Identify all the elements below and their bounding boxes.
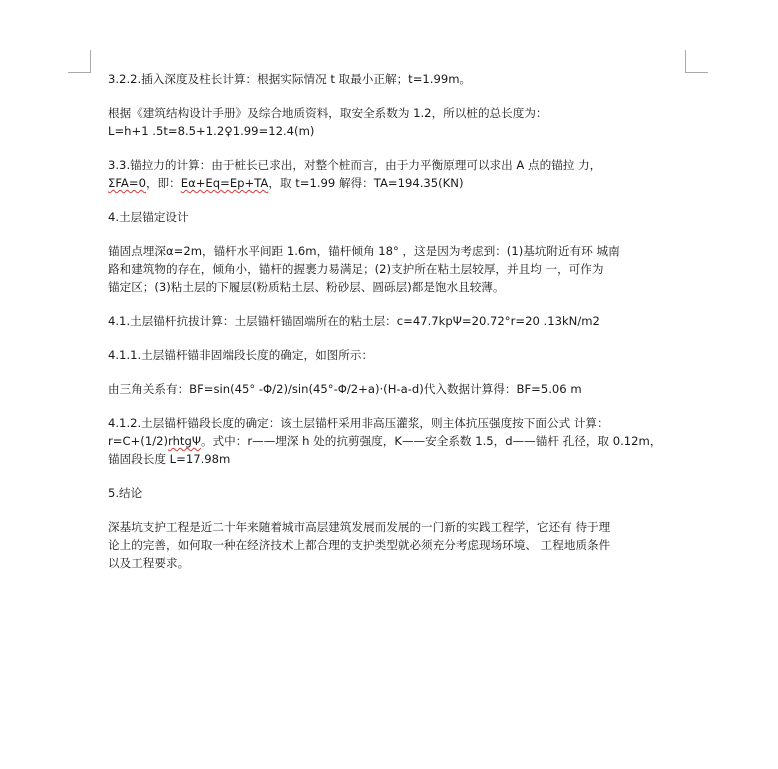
text-fragment: r=C+(1/2) (108, 434, 168, 448)
paragraph-pile-length[interactable] (108, 104, 690, 140)
text-fragment: ，即： (145, 176, 181, 190)
text-line: 锚定区；(3)粘土层的下履层(粉质粘土层、粉砂层、圆砾层)都是饱水且较薄。 (108, 280, 505, 294)
document-page-body[interactable] (108, 70, 690, 572)
text-line: 根据《建筑结构设计手册》及综合地质资料，取安全系数为 1.2，所以桩的总长度为： (108, 106, 548, 120)
formula-line (108, 174, 690, 192)
section-heading: 4.土层锚定设计 (108, 210, 189, 224)
section-heading: 5.结论 (108, 486, 143, 500)
paragraph-insert-depth[interactable] (108, 70, 690, 88)
formula-line: L=h+1 .5t=8.5+1.2♀1.99=12.4(m) (108, 124, 315, 138)
text-line: 深基坑支护工程是近二十年来随着城市高层建筑发展而发展的一门新的实践工程学，它还有 待于理 (108, 520, 611, 534)
text-line: 锚固点埋深α=2m，锚杆水平间距 1.6m，锚杆倾角 18° ，这是因为考虑到：(1)基坑附近有环 城南 (108, 244, 620, 258)
text-line: 论上的完善，如何取一种在经济技术上都合理的支护类型就必须充分考虑现场环境、 工程地质条件 (108, 538, 611, 552)
paragraph-anchor-length[interactable] (108, 414, 690, 468)
text-line: 以及工程要求。 (108, 556, 190, 570)
text-line: 锚固段长度 L=17.98m (108, 452, 231, 466)
spellcheck-flagged-text: Eα+Eq=Ep+TA (180, 176, 269, 190)
page-corner-mark-top-left (68, 50, 91, 73)
text-line: 3.3.锚拉力的计算：由于桩长已求出，对整个桩而言，由于力平衡原理可以求出 A 点的锚拉 力， (108, 158, 602, 172)
text-line: 3.2.2.插入深度及柱长计算：根据实际情况 t 取最小正解；t=1.99m。 (108, 72, 472, 86)
paragraph-conclusion[interactable] (108, 518, 690, 572)
text-fragment: 。式中：r——埋深 h 处的抗剪强度，K——安全系数 1.5，d——锚杆 孔径，取 0.12m， (200, 434, 662, 448)
paragraph-pullout-calc[interactable] (108, 312, 690, 330)
paragraph-anchor-point[interactable] (108, 242, 690, 296)
spellcheck-flagged-text: rhtgΨ (168, 434, 201, 448)
text-fragment: ，取 t=1.99 解得：TA=194.35(KN) (268, 176, 464, 190)
paragraph-triangle-relation[interactable] (108, 380, 690, 398)
text-line: 由三角关系有：BF=sin(45° -Φ/2)/sin(45°-Φ/2+a)·(H-a-d)代入数据计算得：BF=5.06 m (108, 382, 582, 396)
formula-line (108, 432, 690, 450)
text-line: 4.1.2.土层锚杆锚段长度的确定：该土层锚杆采用非高压灌浆，则主体抗压强度按下面公式 计算： (108, 416, 609, 430)
paragraph-anchor-force[interactable] (108, 156, 690, 192)
text-line: 4.1.1.土层锚杆锚非固端段长度的确定，如图所示： (108, 348, 374, 362)
text-line: 4.1.土层锚杆抗拔计算：土层锚杆锚固端所在的粘土层：c=47.7kpΨ=20.72°r=20 .13kN/m2 (108, 314, 600, 328)
heading-conclusion[interactable] (108, 484, 690, 502)
spellcheck-flagged-text: ΣFA=0 (108, 176, 146, 190)
text-line: 路和建筑物的存在，倾角小，锚杆的握裹力易满足；(2)支护所在粘土层较厚，并且均 一，可作为 (108, 262, 604, 276)
paragraph-free-length[interactable] (108, 346, 690, 364)
heading-soil-anchor-design[interactable] (108, 208, 690, 226)
